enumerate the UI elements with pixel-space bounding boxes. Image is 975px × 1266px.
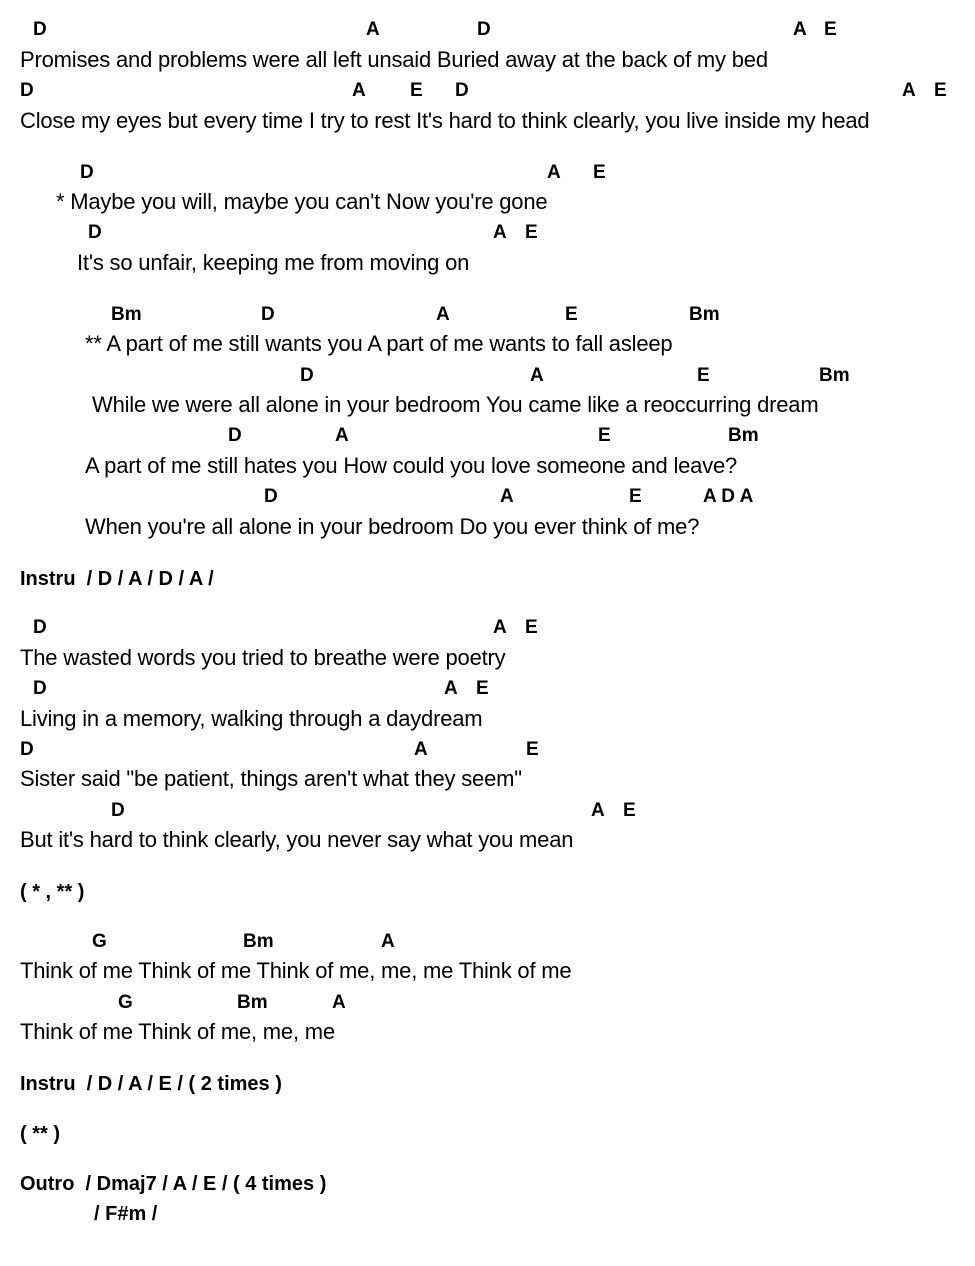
chord: A xyxy=(366,19,380,40)
chord: A xyxy=(444,678,458,699)
lyric-line: When you're all alone in your bedroom Do you ever think of me? xyxy=(85,514,700,539)
lyric-line: Sister said "be patient, things aren't what they seem" xyxy=(20,766,522,791)
lyric-line: ** A part of me still wants you A part of me wants to fall asleep xyxy=(85,331,673,356)
lyric-line: * Maybe you will, maybe you can't Now you're gone xyxy=(56,189,548,214)
chord: G xyxy=(118,992,133,1013)
lyric-line: It's so unfair, keeping me from moving on xyxy=(77,250,470,275)
chord: Bm xyxy=(728,425,759,446)
chord: A xyxy=(335,425,349,446)
chord: Bm xyxy=(243,931,274,952)
chord: A xyxy=(500,486,514,507)
chord: A xyxy=(332,992,346,1013)
lyric-line: Close my eyes but every time I try to rest It's hard to think clearly, you live inside my head xyxy=(20,108,870,133)
chord: A xyxy=(547,162,561,183)
chord: E xyxy=(934,80,947,101)
chord: E xyxy=(824,19,837,40)
outro-line-2: / F#m / xyxy=(94,1203,158,1225)
chord: E xyxy=(476,678,489,699)
chord: A xyxy=(493,617,507,638)
chord: A xyxy=(436,304,450,325)
instrumental-line: Instru / D / A / E / ( 2 times ) xyxy=(20,1073,282,1095)
chord: G xyxy=(92,931,107,952)
chord: A xyxy=(381,931,395,952)
instrumental-line: Instru / D / A / D / A / xyxy=(20,568,214,590)
lyric-line: Think of me Think of me, me, me xyxy=(20,1019,335,1044)
chord: D xyxy=(20,739,34,760)
chord: E xyxy=(410,80,423,101)
chord: E xyxy=(598,425,611,446)
outro-line: Outro / Dmaj7 / A / E / ( 4 times ) xyxy=(20,1173,327,1195)
lyric-line: While we were all alone in your bedroom You came like a reoccurring dream xyxy=(92,392,819,417)
lyric-line: Living in a memory, walking through a daydream xyxy=(20,706,483,731)
chord: D xyxy=(80,162,94,183)
repeat-marker: ( * , ** ) xyxy=(20,881,85,903)
chord: A xyxy=(493,222,507,243)
chord: E xyxy=(526,739,539,760)
chord: E xyxy=(623,800,636,821)
chord: Bm xyxy=(111,304,142,325)
chord: A D A xyxy=(703,486,754,507)
lyric-line: But it's hard to think clearly, you never say what you mean xyxy=(20,827,574,852)
chord: E xyxy=(525,222,538,243)
chord: E xyxy=(697,365,710,386)
chord: D xyxy=(228,425,242,446)
chord: D xyxy=(477,19,491,40)
repeat-marker: ( ** ) xyxy=(20,1123,60,1145)
chord: E xyxy=(525,617,538,638)
chord: A xyxy=(902,80,916,101)
chord: E xyxy=(629,486,642,507)
chord: D xyxy=(88,222,102,243)
lyric-line: A part of me still hates you How could you love someone and leave? xyxy=(85,453,738,478)
chord: E xyxy=(565,304,578,325)
lyric-line: Promises and problems were all left unsaid Buried away at the back of my bed xyxy=(20,47,768,72)
chord: D xyxy=(111,800,125,821)
chord: D xyxy=(261,304,275,325)
chord: Bm xyxy=(689,304,720,325)
chord: Bm xyxy=(819,365,850,386)
lyric-line: The wasted words you tried to breathe were poetry xyxy=(20,645,506,670)
chord: A xyxy=(352,80,366,101)
lyric-line: Think of me Think of me Think of me, me, me Think of me xyxy=(20,958,572,983)
chord: D xyxy=(20,80,34,101)
chord: D xyxy=(33,19,47,40)
chord: D xyxy=(455,80,469,101)
chord: D xyxy=(33,617,47,638)
chord: D xyxy=(264,486,278,507)
chord: A xyxy=(793,19,807,40)
chord: A xyxy=(530,365,544,386)
chord: A xyxy=(591,800,605,821)
chord: Bm xyxy=(237,992,268,1013)
chord: E xyxy=(593,162,606,183)
chord: D xyxy=(300,365,314,386)
chord: A xyxy=(414,739,428,760)
chord: D xyxy=(33,678,47,699)
